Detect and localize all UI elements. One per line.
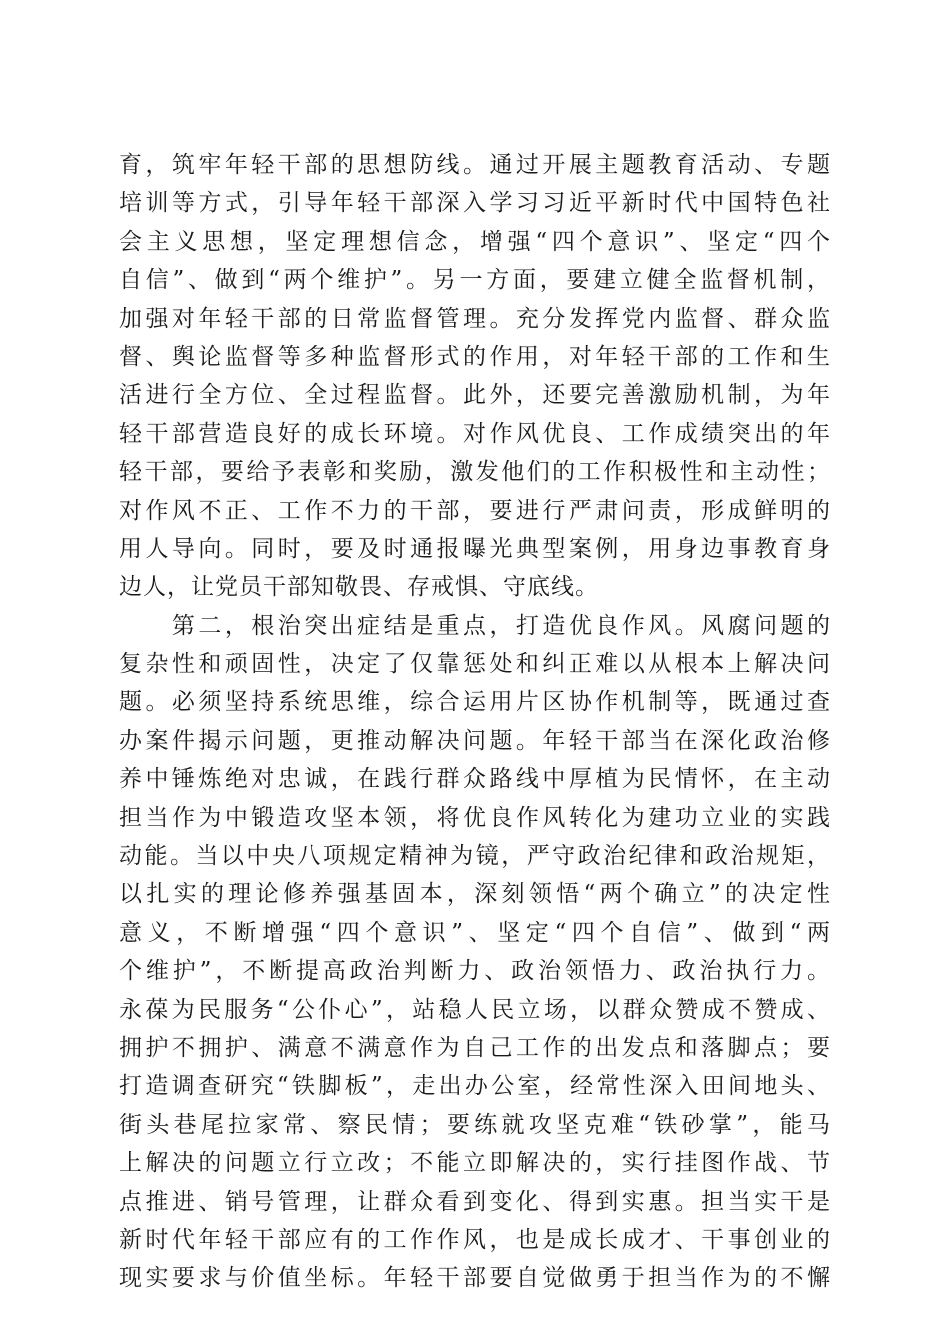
paragraph-end-line: 边人，让党员干部知敬畏、存戒惧、守底线。 — [119, 574, 599, 601]
text-line: 督、舆论监督等多种监督形式的作用，对年轻干部的工作和生 — [119, 343, 831, 370]
text-line: 轻干部营造良好的成长环境。对作风优良、工作成绩突出的年 — [119, 420, 831, 447]
text-line: 担当作为中锻造攻坚本领，将优良作风转化为建功立业的实践 — [119, 804, 831, 831]
text-line: 育，筑牢年轻干部的思想防线。通过开展主题教育活动、专题 — [119, 152, 831, 178]
text-line: 加强对年轻干部的日常监督管理。充分发挥党内监督、群众监 — [119, 305, 831, 332]
text-line: 轻干部，要给予表彰和奖励，激发他们的工作积极性和主动性； — [119, 459, 831, 486]
text-line: 复杂性和顽固性，决定了仅靠惩处和纠正难以从根本上解决问 — [119, 651, 831, 678]
text-line: 点推进、销号管理，让群众看到变化、得到实惠。担当实干是 — [119, 1188, 831, 1215]
text-line: 办案件揭示问题，更推动解决问题。年轻干部当在深化政治修 — [119, 727, 831, 754]
text-line: 个维护”，不断提高政治判断力、政治领悟力、政治执行力。 — [119, 958, 831, 985]
text-line: 对作风不正、工作不力的干部，要进行严肃问责，形成鲜明的 — [119, 497, 831, 524]
text-line: 现实要求与价值坐标。年轻干部要自觉做勇于担当作为的不懈 — [119, 1265, 831, 1292]
text-line: 题。必须坚持系统思维，综合运用片区协作机制等，既通过查 — [119, 689, 831, 716]
text-line: 永葆为民服务“公仆心”，站稳人民立场，以群众赞成不赞成、 — [119, 996, 831, 1023]
text-line: 自信”、做到“两个维护”。另一方面，要建立健全监督机制， — [119, 267, 831, 294]
text-line: 街头巷尾拉家常、察民情；要练就攻坚克难“铁砂掌”，能马 — [119, 1111, 831, 1138]
text-line: 会主义思想，坚定理想信念，增强“四个意识”、坚定“四个 — [119, 228, 831, 255]
text-line: 意义，不断增强“四个意识”、坚定“四个自信”、做到“两 — [119, 919, 831, 946]
text-line: 养中锤炼绝对忠诚，在践行群众路线中厚植为民情怀，在主动 — [119, 766, 831, 793]
body-text — [119, 146, 831, 1298]
text-line: 动能。当以中央八项规定精神为镜，严守政治纪律和政治规矩， — [119, 843, 831, 870]
text-line: 新时代年轻干部应有的工作作风，也是成长成才、干事创业的 — [119, 1226, 831, 1253]
paragraph-start-line: 第二，根治突出症结是重点，打造优良作风。风腐问题的 — [119, 612, 831, 639]
text-line: 打造调查研究“铁脚板”，走出办公室，经常性深入田间地头、 — [119, 1073, 831, 1100]
text-line: 以扎实的理论修养强基固本，深刻领悟“两个确立”的决定性 — [119, 881, 831, 908]
text-line: 上解决的问题立行立改；不能立即解决的，实行挂图作战、节 — [119, 1150, 831, 1177]
text-line: 活进行全方位、全过程监督。此外，还要完善激励机制，为年 — [119, 382, 831, 409]
text-line: 用人导向。同时，要及时通报曝光典型案例，用身边事教育身 — [119, 535, 831, 562]
text-line: 培训等方式，引导年轻干部深入学习习近平新时代中国特色社 — [119, 190, 831, 217]
text-line: 拥护不拥护、满意不满意作为自己工作的出发点和落脚点；要 — [119, 1034, 831, 1061]
